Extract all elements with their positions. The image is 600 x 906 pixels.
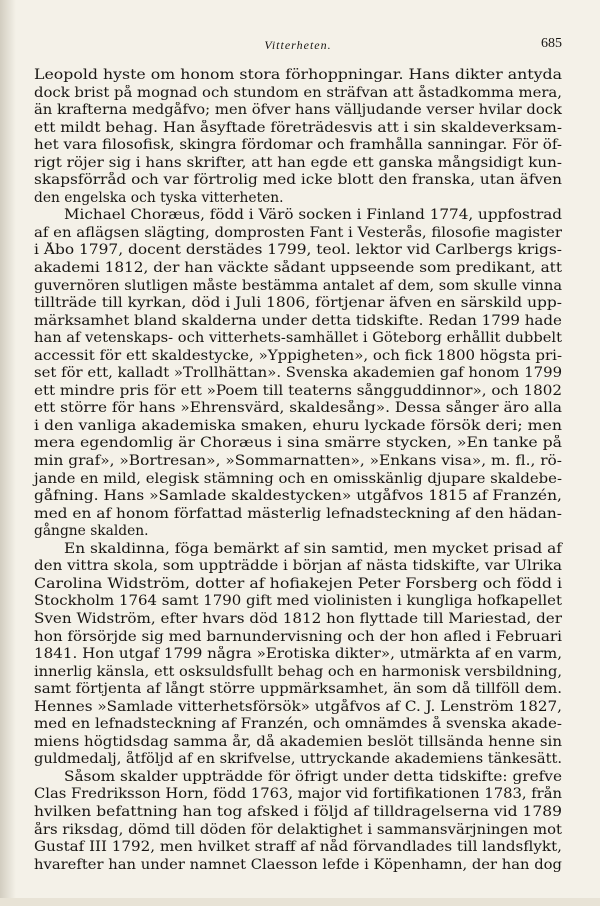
text-line [34,260,562,278]
text-line [34,365,562,383]
text-line-content: än krafterna medgåfvo; men öfver hans välljudande verser hvilar dock [34,102,562,119]
text-line [34,278,562,296]
text-line [34,699,562,717]
text-line-content: ett mildt behag. Han åsyftade företrädesvis att i sin skaldeverksam- [34,119,563,136]
text-line [34,330,562,348]
text-line-content: Clas Fredriksson Horn, född 1763, major vid fortifikationen 1783, från [34,786,563,803]
running-head: Vitterheten. [264,38,332,52]
text-line [34,576,562,594]
text-line-content: hvilken befattning han tog afsked i följd af tilldragelserna vid 1789 [34,803,563,820]
text-line [34,172,562,190]
text-line-content: het vara filosofisk, skingra fördomar och framhålla sanningar. För öf- [34,137,562,154]
text-line [34,734,562,752]
text-line-content: gåfning. Hans »Samlade skaldestycken» utgåfvos 1815 af Franzén, [34,488,562,505]
text-line [34,102,562,120]
text-line-content: Michael Choræus, född i Värö socken i Finland 1774, uppfostrad [64,207,562,224]
page-gutter-shadow [0,0,16,906]
text-line [34,664,562,682]
text-line [34,242,562,260]
text-line-content: med en lefnadsteckning af Franzén, och omnämdes å svenska akade- [34,716,562,733]
text-line [34,751,562,769]
text-line-content: den engelska och tyska vitterheten. [34,189,284,206]
text-line-content: guldmedalj, åtföljd af en skrifvelse, uttryckande akademiens tänkesätt. [34,751,563,768]
text-line-content: jande en mild, elegisk stämning och en omisskänlig djupare skaldebe- [34,470,563,487]
text-line [34,822,562,840]
text-line [34,611,562,629]
text-line [34,541,562,559]
text-line-content: med en af honom författad mästerlig lefnadsteckning af den hädan- [34,505,562,522]
text-line [34,225,562,243]
text-line-content: ett mindre pris för ett »Poem till teaterns sångguddinnor», och 1802 [34,382,563,399]
text-line [34,857,562,875]
text-line-content: af en aflägsen slägting, domprosten Fant i Vesterås, filosofie magister [34,224,562,241]
text-line-content: han af vetenskaps- och vitterhets-samhället i Göteborg erhållit dubbelt [34,330,562,347]
text-line-content: ett större för hans »Ehrensvärd, skaldesång». Dessa sånger äro alla [34,400,562,417]
text-line-content: Såsom skalder uppträdde för öfrigt under detta tidskifte: grefve [64,768,562,785]
text-line [34,629,562,647]
text-line [34,786,562,804]
text-line [34,190,562,208]
text-line [34,295,562,313]
text-line-content: gångne skalden. [34,523,149,540]
text-line-content: miens högtidsdag samma år, då akademien beslöt tillsända henne sin [34,733,562,750]
text-line [34,155,562,173]
text-line-content: Sven Widström, efter hvars död 1812 hon flyttade till Mariestad, der [34,610,563,627]
page-bottom-edge [0,898,600,906]
text-line-content: mera egendomlig är Choræus i sina smärre stycken, »En tanke på [34,435,562,452]
text-line [34,506,562,524]
text-line-content: akademi 1812, der han väckte sådant uppseende som predikant, att [34,260,562,277]
text-line-content: i den vanliga akademiska smaken, ehuru lyckade försök deri; men [34,417,562,434]
text-line [34,207,562,225]
text-line [34,313,562,331]
text-line [34,348,562,366]
text-line-content: skapsförråd och var förtrolig med icke blott den franska, utan äfven [34,172,563,189]
text-line-content: set för ett, kalladt »Trollhättan». Svenska akademien gaf honom 1799 [34,365,563,382]
text-line [34,523,562,541]
text-line-content: hvarefter han under namnet Claesson lefde i Köpenhamn, der han dog [34,856,562,873]
text-line-content: märksamhet bland skalderna under detta tidskifte. Redan 1799 hade [34,312,562,329]
text-line-content: tillträde till kyrkan, död i Juli 1806, förtjenar äfven en särskild upp- [34,295,562,312]
text-line-content: 1841. Hon utgaf 1799 några »Erotiska dikter», utmärkta af en varm, [34,646,563,663]
text-line [34,435,562,453]
text-line-content: Hennes »Samlade vitterhetsförsök» utgåfvos af C. J. Lenström 1827, [34,698,563,715]
text-line-content: Gustaf III 1792, men hvilket straff af nåd förvandlades till landsflykt, [34,839,562,856]
text-line [34,67,562,85]
text-line-content: hon försörjde sig med barnundervisning och der hon afled i Februari [34,628,562,645]
text-line [34,804,562,822]
page-number: 685 [541,36,562,51]
body-text [34,67,562,874]
text-line [34,471,562,489]
text-line-content: samt förtjenta af långt större uppmärksamhet, än som då tillföll dem. [34,681,563,698]
text-line-content: innerlig känsla, ett osksuldsfullt behag och en harmonisk versbildning, [34,663,563,680]
text-line [34,120,562,138]
text-line [34,839,562,857]
text-line-content: accessit för ett skaldestycke, »Yppigheten», och fick 1800 högsta pri- [34,347,563,364]
text-line [34,593,562,611]
text-line-content: års riksdag, dömd till döden för delaktighet i sammansvärjningen mot [34,821,563,838]
text-line [34,383,562,401]
text-line [34,558,562,576]
text-line [34,716,562,734]
text-line-content: min graf», »Bortresan», »Sommarnatten», »Enkans visa», m. fl., rö- [34,453,562,470]
text-line [34,418,562,436]
text-line-content: En skaldinna, föga bemärkt af sin samtid, men mycket prisad af [64,540,562,557]
text-line-content: Leopold hyste om honom stora förhoppningar. Hans dikter antyda [34,67,563,83]
text-line [34,137,562,155]
text-line-content: i Åbo 1797, docent derstädes 1799, teol. lektor vid Carlbergs krigs- [34,242,563,259]
text-line-content: dock brist på mognad och stundom en sträfvan att åstadkomma mera, [34,84,562,101]
text-line-content: den vittra skola, som uppträdde i början af nästa tidskifte, var Ulrika [34,558,562,575]
text-line [34,769,562,787]
text-line [34,400,562,418]
text-line-content: rigt röjer sig i hans skrifter, att han egde ett ganska mångsidigt kun- [34,154,562,171]
text-line [34,681,562,699]
text-line [34,453,562,471]
text-line [34,488,562,506]
text-line-content: Stockholm 1764 samt 1790 gift med violinisten i kungliga hofkapellet [34,593,563,610]
text-line [34,85,562,103]
text-line [34,646,562,664]
text-line-content: Carolina Widström, dotter af hofiakejen Peter Forsberg och född i [34,575,563,592]
text-line-content: guvernören slutligen måste bestämma antalet af dem, som skulle vinna [34,277,563,294]
page-header [34,38,562,58]
